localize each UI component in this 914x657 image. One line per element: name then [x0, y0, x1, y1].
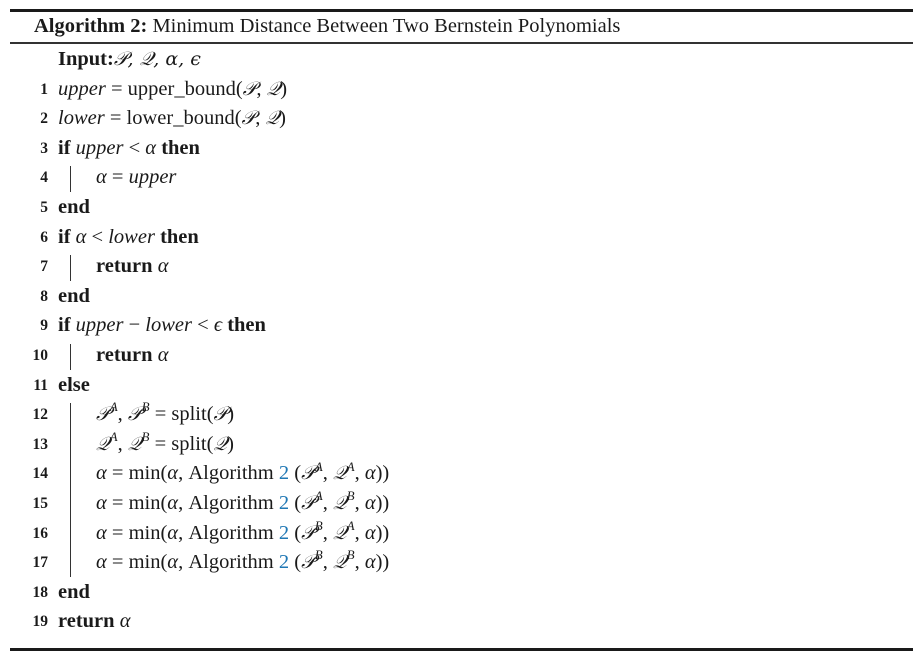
code-token: = split(: [149, 403, 214, 426]
code-token: B: [141, 399, 150, 415]
block-indent-bar: [70, 255, 71, 281]
algorithm-box: [10, 0, 913, 657]
code-token: (: [289, 462, 302, 485]
code-token: ): [227, 403, 235, 426]
code-token: upper: [58, 77, 106, 100]
code-token: ,: [117, 432, 128, 455]
line-code: [58, 311, 266, 341]
code-token: A: [314, 488, 323, 504]
code-token: α: [167, 521, 179, 544]
code-token: α: [75, 225, 87, 248]
code-token: 𝒫: [241, 107, 256, 130]
code-token: )): [375, 551, 390, 574]
caption-rule: [10, 42, 913, 44]
line-number: 9: [40, 317, 48, 335]
line-code: [58, 134, 200, 164]
line-code: [58, 607, 130, 637]
code-token: 𝒬: [213, 432, 228, 455]
code-token: <: [86, 225, 109, 248]
code-token: α: [167, 462, 179, 485]
code-token: lower: [145, 314, 192, 337]
line-number: 6: [40, 228, 48, 246]
line-number: 5: [40, 199, 48, 216]
caption-label: Algorithm 2:: [34, 15, 148, 37]
code-token: ): [227, 432, 234, 455]
code-token: 𝒫: [301, 462, 315, 485]
code-token: A: [109, 428, 118, 444]
keyword: if: [58, 314, 76, 337]
code-token: ,: [354, 521, 365, 544]
code-token: α: [157, 255, 169, 278]
code-token: α: [96, 521, 107, 544]
code-token: B: [141, 428, 150, 444]
line-number: 16: [32, 524, 48, 542]
line-number: 11: [33, 376, 48, 394]
algorithm-reference-link[interactable]: 2: [278, 492, 290, 514]
code-token: ,: [322, 521, 333, 544]
code-token: ,: [322, 462, 333, 485]
line-number: 17: [32, 554, 48, 572]
code-token: 𝒫: [301, 551, 315, 574]
keyword: return: [58, 610, 120, 633]
code-token: <: [123, 136, 146, 159]
keyword: return: [96, 344, 158, 366]
line-code: [96, 252, 168, 282]
code-token: )): [375, 521, 390, 544]
code-token: ,: [322, 551, 333, 574]
code-token: 𝒬: [266, 77, 281, 100]
input-args: 𝒫, 𝒬, α, ϵ: [113, 48, 201, 70]
code-token: α: [145, 136, 157, 159]
line-number: 3: [40, 139, 48, 157]
block-indent-bar: [70, 403, 71, 577]
keyword: then: [156, 136, 200, 159]
code-token: α: [96, 492, 107, 514]
keyword: if: [58, 136, 76, 159]
block-indent-bar: [70, 344, 71, 370]
code-token: 𝒫: [213, 403, 228, 426]
code-token: <: [192, 314, 214, 337]
code-token: ,: [117, 403, 128, 426]
code-token: α: [364, 551, 376, 574]
line-code: [96, 163, 176, 193]
line-number: 12: [32, 406, 48, 424]
line-number: 4: [40, 169, 48, 187]
code-token: (: [289, 551, 302, 574]
keyword: end: [58, 196, 90, 218]
code-token: , Algorithm: [178, 521, 279, 544]
code-token: α: [96, 551, 107, 574]
line-number: 1: [40, 80, 48, 98]
code-token: = min(: [106, 521, 168, 544]
line-code: [96, 459, 389, 489]
code-token: A: [314, 458, 323, 474]
keyword: then: [154, 225, 199, 248]
code-token: ): [279, 107, 286, 130]
line-code: [96, 430, 234, 460]
line-number: 18: [32, 583, 48, 601]
code-token: , Algorithm: [178, 492, 279, 514]
line-code: [96, 400, 234, 430]
caption-title: Minimum Distance Between Two Bernstein Polynomials: [152, 15, 621, 37]
code-token: )): [375, 462, 390, 485]
keyword: else: [58, 373, 90, 396]
code-token: )): [375, 492, 390, 514]
bottom-rule: [10, 648, 913, 651]
code-token: α: [364, 521, 376, 544]
code-token: , Algorithm: [178, 551, 279, 574]
code-token: upper: [128, 166, 177, 189]
algorithm-reference-link[interactable]: 2: [278, 462, 290, 485]
code-token: = lower_bound(: [104, 107, 242, 130]
line-code: [58, 282, 90, 312]
code-token: α: [96, 166, 107, 189]
code-token: = min(: [106, 551, 168, 574]
code-token: 𝒬: [332, 551, 347, 574]
line-number: 2: [40, 110, 48, 128]
code-token: B: [314, 547, 323, 563]
keyword: return: [96, 255, 158, 278]
code-token: B: [346, 488, 355, 504]
code-token: 𝒫: [127, 403, 142, 426]
code-token: ,: [255, 107, 266, 130]
code-token: α: [157, 344, 169, 366]
keyword: end: [58, 284, 90, 307]
code-token: 𝒫: [96, 403, 110, 426]
code-token: A: [109, 399, 118, 415]
line-number: 15: [32, 495, 48, 512]
code-token: = min(: [106, 462, 168, 485]
code-token: 𝒬: [332, 462, 347, 485]
line-number: 7: [40, 258, 48, 276]
line-code: [58, 104, 286, 134]
code-token: 𝒬: [96, 432, 110, 455]
code-token: ): [280, 77, 288, 100]
code-token: , Algorithm: [178, 462, 279, 485]
line-code: [96, 519, 389, 549]
code-token: 𝒬: [332, 492, 347, 514]
code-token: (: [289, 492, 302, 514]
code-token: upper: [75, 314, 124, 337]
code-token: 𝒫: [301, 521, 315, 544]
keyword: end: [58, 580, 90, 603]
line-code: [96, 341, 168, 371]
code-token: α: [167, 551, 179, 574]
code-token: = split(: [149, 432, 214, 455]
code-token: B: [346, 547, 355, 563]
line-number: 13: [32, 435, 48, 453]
code-token: α: [96, 462, 107, 485]
algorithm-reference-link[interactable]: 2: [278, 521, 290, 544]
code-token: ϵ: [213, 314, 223, 337]
code-token: upper: [75, 136, 124, 159]
code-token: 𝒫: [242, 77, 257, 100]
line-number: 14: [32, 465, 48, 483]
keyword: then: [222, 314, 266, 337]
code-token: α: [364, 462, 376, 485]
code-token: ,: [354, 462, 365, 485]
line-code: [58, 223, 199, 253]
line-code: [58, 193, 90, 223]
line-code: [58, 578, 90, 608]
code-token: = min(: [106, 492, 168, 514]
code-token: ,: [256, 77, 267, 100]
code-token: = upper_bound(: [105, 77, 243, 100]
code-token: α: [167, 492, 179, 514]
algorithm-caption: [34, 13, 620, 39]
input-label: Input:: [58, 48, 114, 70]
line-code: [96, 489, 389, 519]
block-indent-bar: [70, 166, 71, 192]
line-number: 8: [40, 287, 48, 305]
code-token: ,: [354, 551, 365, 574]
code-token: 𝒫: [301, 492, 315, 514]
code-token: 𝒬: [127, 432, 142, 455]
line-code: [58, 371, 90, 401]
keyword: if: [58, 225, 76, 248]
code-token: lower: [58, 107, 105, 130]
code-token: (: [289, 521, 302, 544]
code-token: A: [346, 458, 355, 474]
code-token: lower: [108, 225, 155, 248]
line-code: [58, 75, 287, 105]
code-token: A: [346, 517, 355, 533]
top-rule: [10, 9, 913, 12]
line-code: [96, 548, 389, 578]
code-token: 𝒬: [265, 107, 280, 130]
code-token: 𝒬: [332, 521, 347, 544]
code-token: ,: [322, 492, 333, 514]
code-token: α: [119, 610, 131, 633]
code-token: =: [106, 166, 129, 189]
code-token: B: [314, 517, 323, 533]
code-token: α: [364, 492, 376, 514]
code-token: ,: [354, 492, 365, 514]
line-number: 10: [32, 347, 48, 364]
algorithm-reference-link[interactable]: 2: [278, 551, 290, 574]
line-number: 19: [32, 613, 48, 631]
code-token: −: [123, 314, 146, 337]
